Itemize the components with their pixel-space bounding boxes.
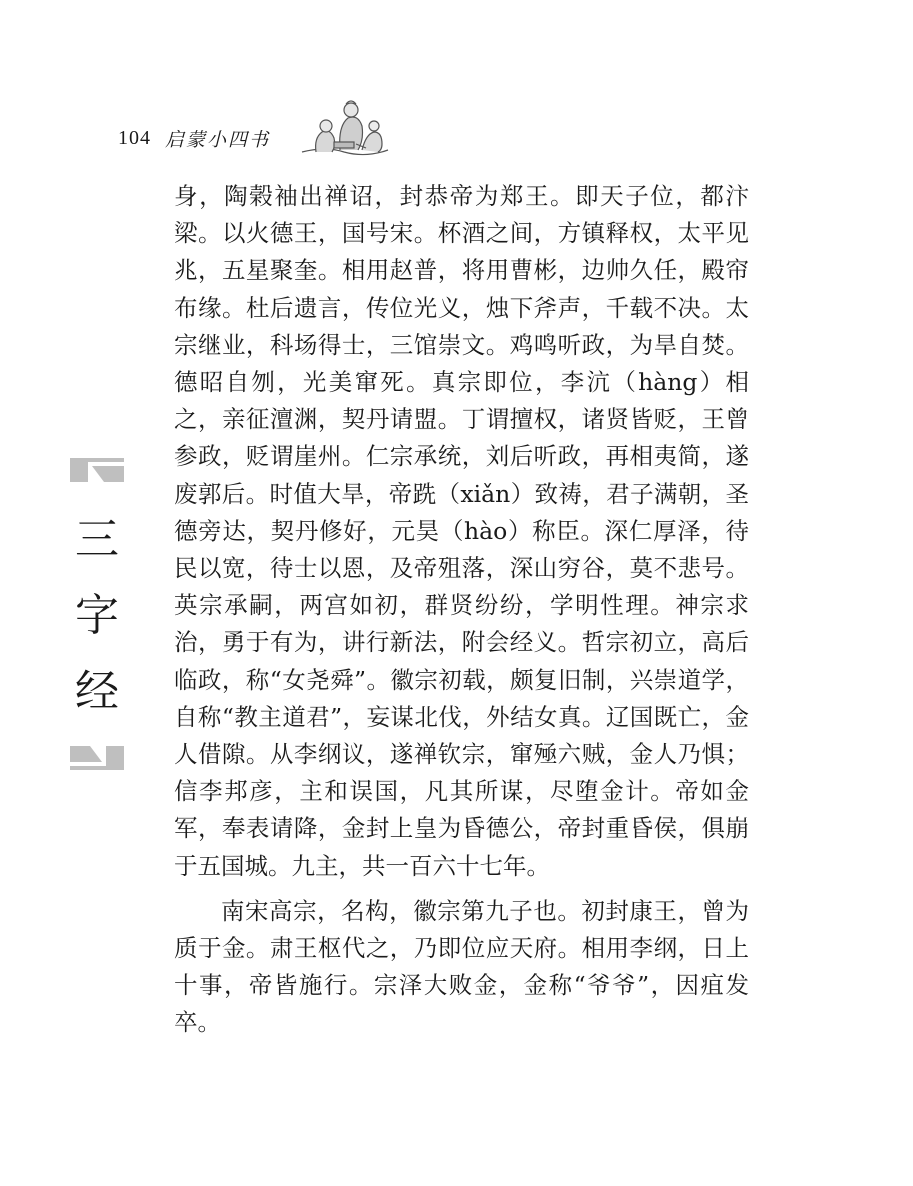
page-header bbox=[118, 118, 270, 158]
side-tab-char: 三 bbox=[75, 514, 119, 565]
book-title: 启蒙小四书 bbox=[165, 128, 271, 151]
side-tab-char: 经 bbox=[75, 666, 119, 717]
tab-bottom-fill bbox=[70, 746, 102, 762]
tab-top-fill bbox=[92, 466, 124, 482]
side-tab-char: 字 bbox=[75, 590, 119, 641]
tab-top-bracket bbox=[70, 458, 124, 482]
side-tab-label bbox=[70, 502, 124, 730]
body-paragraph: 南宋高宗，名构，徽宗第九子也。初封康王，曾为质于金。肃王枢代之，乃即位应天府。相用李纲，日上十事，帝皆施行。宗泽大败金，金称“爷爷”，因疽发卒。 bbox=[174, 896, 749, 1037]
body-paragraph: 身，陶榖袖出禅诏，封恭帝为郑王。即天子位，都汴梁。以火德王，国号宋。杯酒之间，方镇释权，太平见兆，五星聚奎。相用赵普，将用曹彬，边帅久任，殿帘布缘。杜后遗言，传位光义，烛下斧声，千载不决。太宗继业，科场得士，三馆崇文。鸡鸣听政，为旱自焚。德昭自刎，光美窜死。真宗即位，李沆（hàng）相之，亲征澶渊，契丹请盟。丁谓擅权，诸贤皆贬，王曾参政，贬谓崖州。仁宗承统，刘后听政，再相夷简，遂废郭后。时值大旱，帝跣（xiǎn）致祷，君子满朝，圣德旁达，契丹修好，元昊（hào）称臣。深仁厚泽，待民以宽，待士以恩，及帝殂落，深山穷谷，莫不悲号。英宗承嗣，两宫如初，群贤纷纷，学明性理。神宗求治，勇于有为，讲行新法，附会经义。哲宗初立，高后临政，称“女尧舜”。徽宗初载，颇复旧制，兴崇道学，自称“教主道君”，妄谋北伐，外结女真。辽国既亡，金人借隙。从李纲议，遂禅钦宗，窜殛六贼，金人乃惧；信李邦彦，主和误国，凡其所谋，尽堕金计。帝如金军，奉表请降，金封上皇为昏德公，帝封重昏侯，俱崩于五国城。九主，共一百六十七年。 bbox=[174, 182, 749, 880]
tab-bottom-bracket bbox=[70, 746, 124, 770]
body-text bbox=[174, 178, 749, 1042]
page-number: 104 bbox=[118, 126, 151, 149]
scholars-illustration-icon bbox=[296, 96, 392, 158]
side-section-tab bbox=[70, 458, 124, 770]
